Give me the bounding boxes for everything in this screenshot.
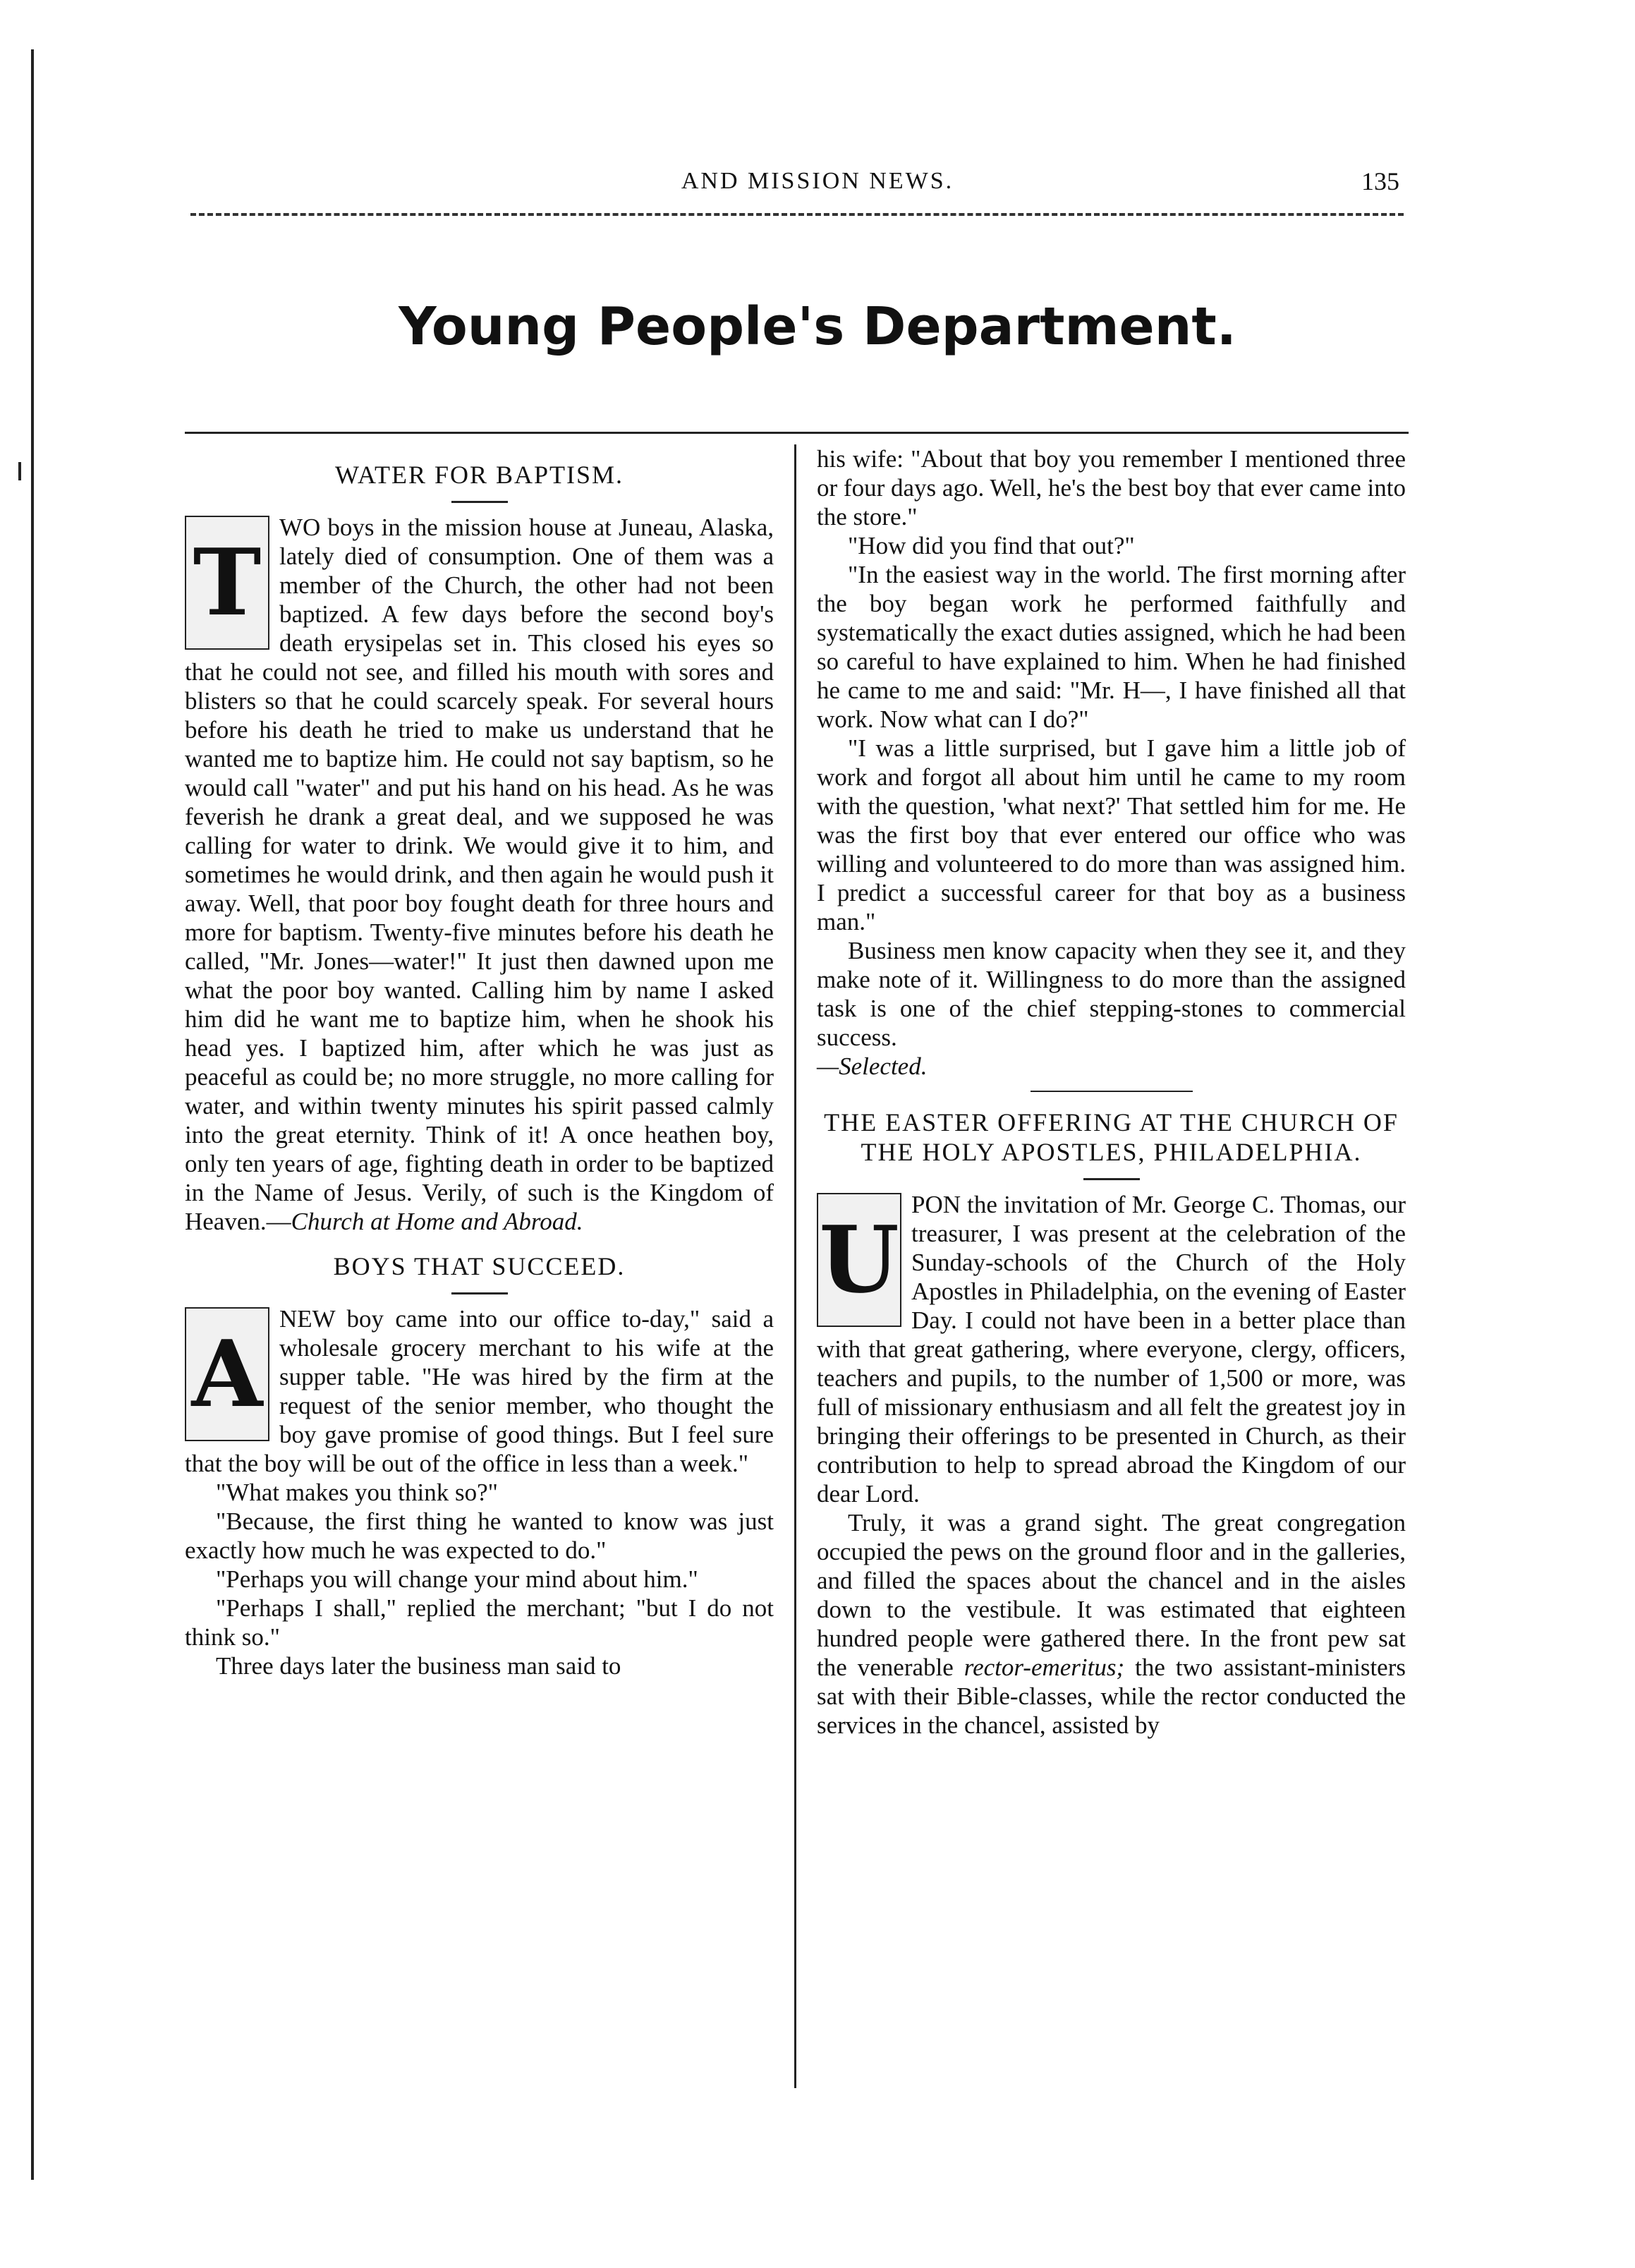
paragraph-text: NEW boy came into our office to-day," said a wholesale grocery merchant to his wife at the supper table. "He was hired by the firm at the request of the senior member, who thought the boy gave promise of good things. But I feel sure that the boy will be out of the office in less than a week."	[185, 1305, 774, 1477]
article-easter-offering	[817, 1108, 1406, 1740]
paragraph: "Perhaps you will change your mind about him."	[216, 1565, 698, 1593]
source-citation: Church at Home and Abroad.	[291, 1208, 583, 1235]
article-separator	[1031, 1091, 1193, 1092]
paragraph-text: Business men know capacity when they see it, and they make note of it. Willingness to do more than the assigned task is one of the chief stepping-stones to commercial success.	[817, 937, 1406, 1051]
dropcap-u-ornament: U	[817, 1193, 901, 1327]
paragraph: "What makes you think so?"	[216, 1479, 498, 1506]
paragraph-text: Truly, it was a grand sight. The great congregation occupied the pews on the ground floor and in the galleries, and filled the spaces about the chancel and in the aisles down to the vestibule. It was estimated that eighteen hundred people were gathered there. In the front pew sat the venerable	[817, 1509, 1406, 1681]
title-rule	[1083, 1178, 1140, 1180]
source-citation: —Selected.	[817, 1053, 928, 1080]
italic-term: rector-emeritus;	[964, 1654, 1125, 1681]
dropcap-t-ornament: T	[185, 516, 269, 650]
paragraph: "Perhaps I shall," replied the merchant; "but I do not think so."	[185, 1594, 774, 1651]
page-number: 135	[1361, 167, 1399, 195]
paragraph	[817, 1508, 1406, 1740]
paragraph: Three days later the business man said to	[216, 1652, 621, 1680]
column-divider	[794, 444, 796, 2088]
paragraph-text: WO boys in the mission house at Juneau, Alaska, lately died of consumption. One of them was a member of the Church, the other had not been baptized. A few days before the second boy's death erysipelas set in. This closed his eyes so that he could not see, and filled his mouth with sores and blisters so that he could scarcely speak. For several hours before his death he tried to make us understand that he wanted me to baptize him. He could not say baptism, so he would call "water" and put his hand on his head. As he was feverish he drank a great deal, and we supposed he was calling for water to drink. We would give it to him, and sometimes he would drink, and then again he would push it away. Well, that poor boy fought death for three hours and more for baptism. Twenty-five minutes before his death he called, "Mr. Jones—water!" It just then dawned upon me what the poor boy wanted. Calling him by name I asked him did he want me to baptize him, when he shook his head yes. I baptized him, after which he was just as peaceful as could be; no more struggle, no more calling for water, and within twenty minutes his spirit passed calmly into the great eternity. Think of it! A once heathen boy, only ten years of age, fighting death in order to be baptized in the Name of Jesus. Verily, of such is the Kingdom of Heaven.—	[185, 514, 774, 1235]
article-title: BOYS THAT SUCCEED.	[333, 1252, 626, 1280]
paragraph	[817, 936, 1406, 1081]
article-title: THE EASTER OFFERING AT THE CHURCH OF THE HOLY APOSTLES, PHILADELPHIA.	[824, 1108, 1399, 1166]
paragraph-text: the two assistant-ministers sat with their Bible-classes, while the rector conducted the services in the chancel, assisted by	[817, 1654, 1406, 1739]
paragraph-text: PON the invitation of Mr. George C. Thomas, our treasurer, I was present at the celebration of the Sunday-schools of the Church of the Holy Apostles in Philadelphia, on the evening of Easter Day. I could not have been in a better place than with that great gathering, where everyone, clergy, officers, teachers and pupils, to the number of 1,500 or more, was full of missionary enthusiasm and all felt the greatest joy in bringing their offerings to be presented in Church, as their contribution to help to spread abroad the Kingdom of our dear Lord.	[817, 1191, 1406, 1508]
paragraph: "How did you find that out?"	[848, 532, 1135, 559]
paragraph: "Because, the first thing he wanted to know was just exactly how much he was expected to do."	[185, 1508, 774, 1564]
article-water-for-baptism	[185, 460, 774, 1236]
article-boys-that-succeed-continued	[817, 444, 1406, 1081]
article-boys-that-succeed	[185, 1251, 774, 1680]
margin-mark	[18, 462, 21, 480]
paragraph: "I was a little surprised, but I gave him a little job of work and forgot all about him until he came to my room with the question, 'what next?' That settled him for me. He was the first boy that ever entered our office who was willing and volunteered to do more than was assigned him. I predict a successful career for that boy as a business man."	[817, 734, 1406, 935]
title-rule	[451, 1292, 508, 1294]
title-rule	[451, 501, 508, 503]
right-column	[817, 444, 1406, 1740]
column-top-rule	[185, 432, 1409, 434]
header-rule	[190, 213, 1404, 216]
left-column	[185, 444, 774, 1680]
article-body	[817, 1190, 1406, 1508]
article-body	[185, 513, 774, 1236]
margin-line	[31, 49, 34, 2180]
article-body	[185, 1304, 774, 1478]
running-head: AND MISSION NEWS.	[681, 168, 954, 194]
dropcap-a-ornament: A	[185, 1307, 269, 1441]
paragraph: his wife: "About that boy you remember I mentioned three or four days ago. Well, he's the best boy that ever came into the store."	[817, 445, 1406, 530]
department-title: Young People's Department.	[399, 296, 1236, 357]
paragraph: "In the easiest way in the world. The first morning after the boy began work he performed faithfully and systematically the exact duties assigned, which he had been so careful to have explained to him. When he had finished he came to me and said: "Mr. H—, I have finished all that work. Now what can I do?"	[817, 561, 1406, 733]
article-title: WATER FOR BAPTISM.	[334, 461, 624, 489]
